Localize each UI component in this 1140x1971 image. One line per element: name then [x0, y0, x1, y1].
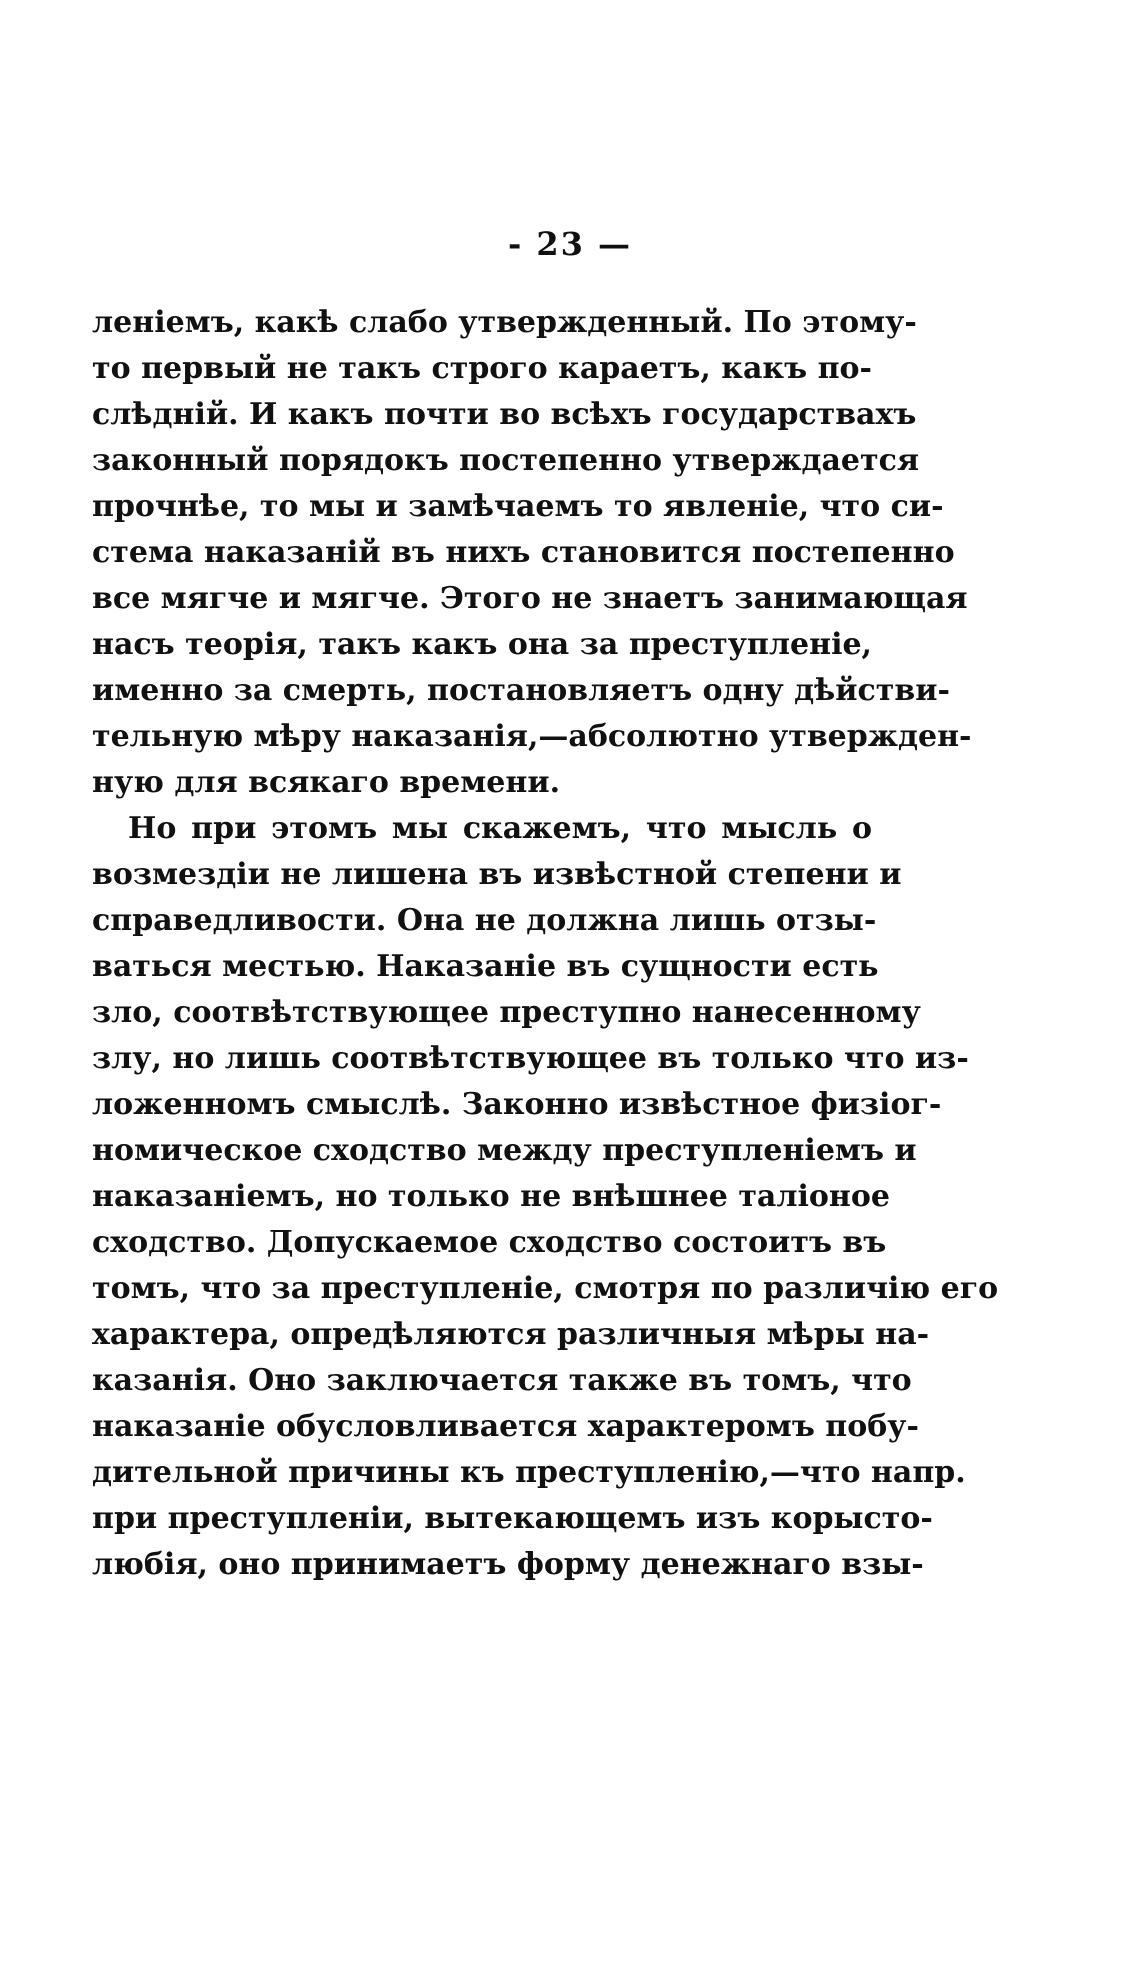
text-line: зло, соотвѣтствующее преступно нанесенному: [92, 995, 921, 1030]
text-line: леніемъ, какѣ слабо утвержденный. По этому-: [92, 305, 917, 340]
text-line: все мягче и мягче. Этого не знаетъ занимающая: [92, 581, 968, 616]
text-line: казанія. Оно заключается также въ томъ, что: [92, 1363, 912, 1398]
text-line: при преступленіи, вытекающемъ изъ корысто-: [92, 1501, 933, 1536]
text-line: любія, оно принимаетъ форму денежнаго взы-: [92, 1547, 924, 1582]
text-line: наказаніемъ, но только не внѣшнее таліоное: [92, 1179, 890, 1214]
text-line: томъ, что за преступленіе, смотря по различію его: [92, 1271, 999, 1306]
text-line: злу, но лишь соотвѣтствующее въ только что из-: [92, 1041, 969, 1076]
text-line: Но при этомъ мы скажемъ, что мысль о: [128, 811, 872, 846]
text-line: номическое сходство между преступленіемъ и: [92, 1133, 917, 1168]
text-line: наказаніе обусловливается характеромъ побу-: [92, 1409, 919, 1444]
text-line: именно за смерть, постановляетъ одну дѣйстви-: [92, 673, 950, 708]
text-line: справедливости. Она не должна лишь отзы-: [92, 903, 877, 938]
text-line: насъ теорія, такъ какъ она за преступленіе,: [92, 627, 872, 662]
text-line: ложенномъ смыслѣ. Законно извѣстное физіог-: [92, 1087, 942, 1122]
text-line: слѣдній. И какъ почти во всѣхъ государствахъ: [92, 397, 917, 432]
paragraph-1: [92, 300, 972, 806]
text-line: ваться местью. Наказаніе въ сущности есть: [92, 949, 879, 984]
text-line: дительной причины къ преступленію,—что напр.: [92, 1455, 966, 1490]
text-line: тельную мѣру наказанія,—абсолютно утвержден-: [92, 719, 972, 754]
text-line: законный порядокъ постепенно утверждается: [92, 443, 920, 478]
text-line: сходство. Допускаемое сходство состоитъ въ: [92, 1225, 887, 1260]
body-text: [92, 300, 999, 1588]
text-line: характера, опредѣляются различныя мѣры на-: [92, 1317, 930, 1352]
page-number: - 23 —: [507, 225, 633, 263]
text-line: возмездіи не лишена въ извѣстной степени и: [92, 857, 902, 892]
text-line: прочнѣе, то мы и замѣчаемъ то явленіе, что си-: [92, 489, 944, 524]
text-line: стема наказаній въ нихъ становится постепенно: [92, 535, 955, 570]
text-line: то первый не такъ строго караетъ, какъ по-: [92, 351, 872, 386]
text-line: ную для всякаго времени.: [92, 765, 561, 800]
paragraph-2: [92, 806, 999, 1588]
